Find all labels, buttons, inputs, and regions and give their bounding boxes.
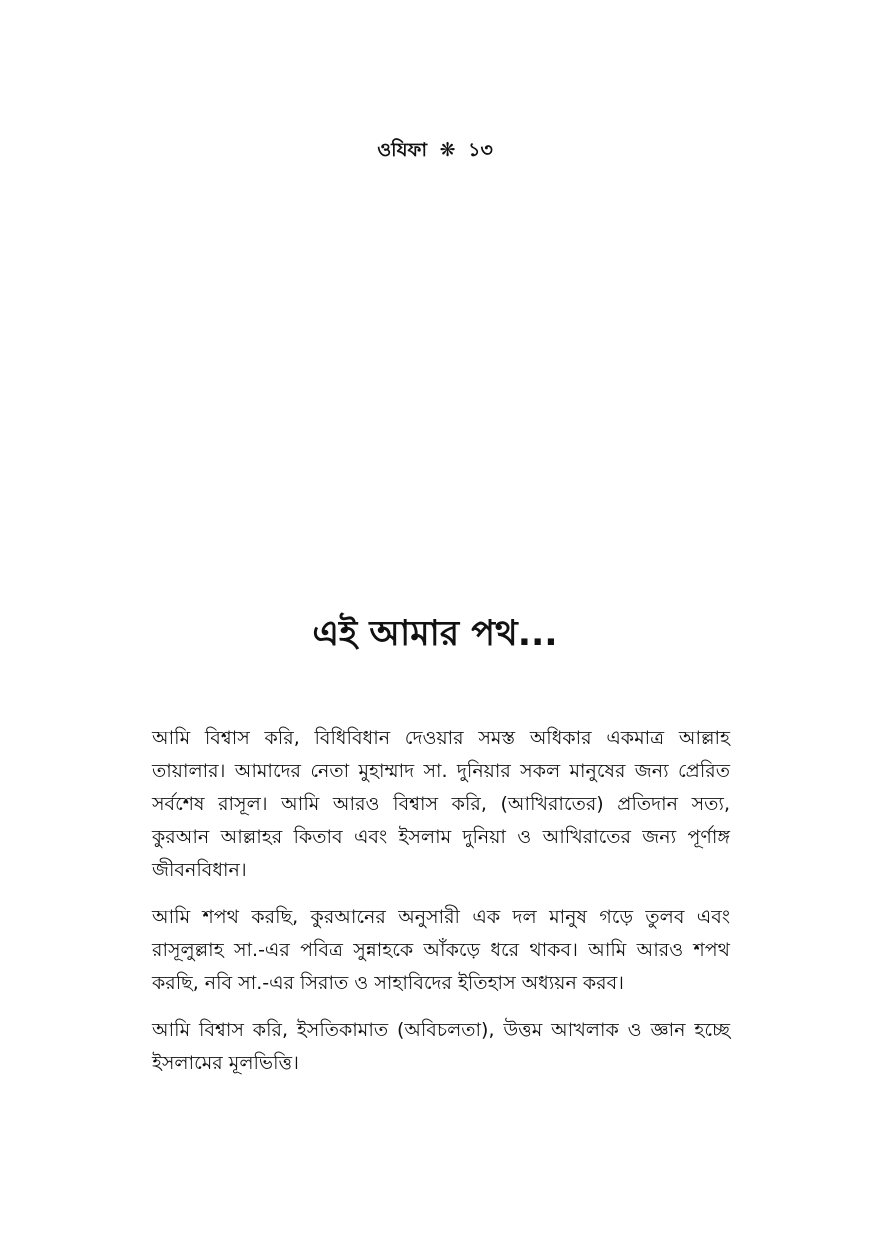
body-text <box>152 722 730 1094</box>
running-header <box>0 136 870 168</box>
separator-ornament: ❋ <box>439 139 456 161</box>
paragraph-oath: আমি শপথ করছি, কুরআনের অনুসারী এক দল মানুষ গড়ে তুলব এবং রাসূলুল্লাহ সা.-এর পবিত্র সুন্নাহকে আঁকড়ে ধরে থাকব। আমি আরও শপথ করছি, নবি সা.-এর সিরাত ও সাহাবিদের ইতিহাস অধ্যয়ন করব। <box>152 906 730 994</box>
chapter-title: এই আমার পথ... <box>312 614 558 654</box>
paragraph-foundation: আমি বিশ্বাস করি, ইসতিকামাত (অবিচলতা), উত্তম আখলাক ও জ্ঞান হচ্ছে ইসলামের মূলভিত্তি। <box>152 1019 730 1074</box>
running-title: ওযিফা <box>377 139 427 161</box>
paragraph-belief: আমি বিশ্বাস করি, বিধিবিধান দেওয়ার সমস্ত অধিকার একমাত্র আল্লাহ তায়ালার। আমাদের নেতা মুহাম্মাদ সা. দুনিয়ার সকল মানুষের জন্য প্রেরিত সর্বশেষ রাসূল। আমি আরও বিশ্বাস করি, (আখিরাতের) প্রতিদান সত্য, কুরআন আল্লাহর কিতাব এবং ইসলাম দুনিয়া ও আখিরাতের জন্য পূর্ণাঙ্গ জীবনবিধান। <box>152 727 730 881</box>
page-number: ১৩ <box>468 139 493 161</box>
